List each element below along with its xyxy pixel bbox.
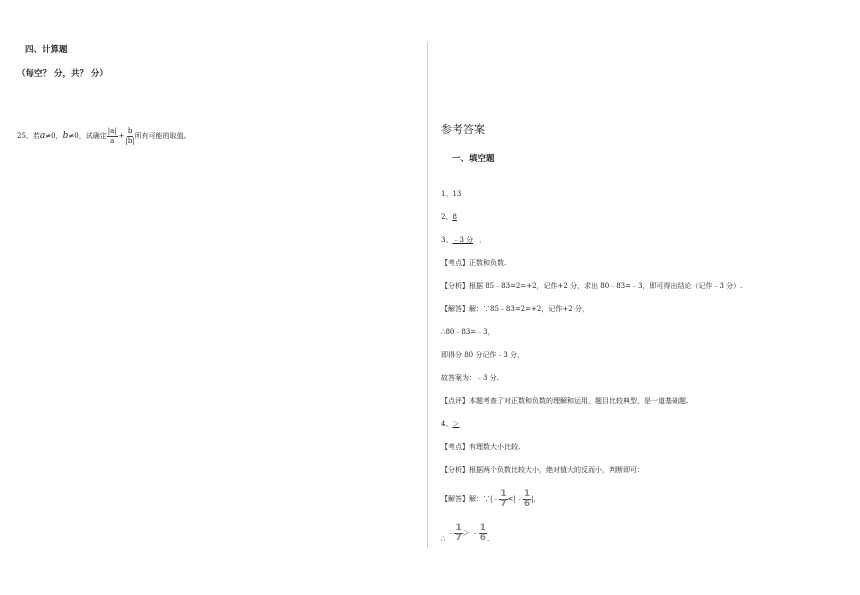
- answer-3-dianping: 【点评】本题考查了对正数和负数的理解和运用，题目比较典型，是一道基础题.: [441, 397, 689, 405]
- q25-var-a: a: [39, 130, 46, 141]
- fraction-1-6-num: 1: [523, 488, 531, 499]
- q25-abs-b: |b|: [125, 136, 135, 145]
- answer-4-fenxi: 【分析】根据两个负数比较大小，绝对值大的反而小，判断即可：: [441, 466, 644, 474]
- answer-2: [441, 213, 457, 222]
- answer-section-fill: 一、填空题: [452, 154, 495, 164]
- answer-4-value: ＞: [452, 420, 460, 428]
- section-title-calc: 四、计算题: [25, 45, 68, 55]
- fraction-1-6-den: 6: [523, 498, 531, 509]
- page-divider: [427, 42, 428, 548]
- q25-neq0-b: ≠0，: [68, 131, 86, 140]
- q25-den-a: a: [110, 136, 115, 145]
- q25-plus: +: [118, 131, 125, 140]
- question-25: [17, 122, 191, 150]
- conclusion-1-6-num: 1: [479, 522, 486, 533]
- answer-3-jieda: 【解答】解：∵85﹣83=2=+2，记作+2 分，: [441, 305, 589, 313]
- answer-3-prefix: 3、: [441, 236, 453, 244]
- answer-1: 1、13: [441, 190, 462, 198]
- answer-4-jieda: [441, 488, 540, 510]
- answer-4-prefix: 4、: [441, 420, 453, 428]
- answer-4-jieda-prefix: 【解答】解：∵|﹣: [441, 494, 500, 503]
- answer-3: [441, 236, 486, 245]
- q25-neq0-a: ≠0，: [45, 131, 63, 140]
- answer-heading: 参考答案: [441, 123, 485, 136]
- answer-3-fenxi: 【分析】根据 85﹣83=2=+2，记作+2 分，求出 80﹣83=﹣3，即可得出结论（记作﹣3 分）.: [441, 282, 743, 290]
- conclusion-1-6-den: 6: [479, 532, 486, 543]
- answer-3-suffix: ．: [479, 236, 487, 244]
- answer-4-gt: ＞: [462, 528, 470, 537]
- q25-try-label: 试确定: [85, 131, 107, 140]
- answer-4-neg1: ﹣: [447, 528, 455, 537]
- q25-tail: 所有可能的取值。: [134, 131, 191, 140]
- q25-num-b: b: [127, 126, 133, 135]
- answer-4-fraction-1-6: [523, 490, 531, 509]
- answer-4-conclusion-fraction-1-6: [479, 522, 490, 543]
- answer-4-fraction-1-7: [499, 490, 507, 509]
- fraction-1-7-num: 1: [500, 488, 507, 499]
- answer-4-mid: <|﹣: [507, 494, 523, 503]
- answer-4-dot: .: [487, 535, 490, 543]
- q25-number: 25、若: [17, 131, 40, 140]
- score-note: （每空？ 分，共？ 分）: [17, 69, 108, 79]
- answer-2-prefix: 2、: [441, 213, 453, 221]
- answer-4-therefore: ∴: [441, 535, 446, 543]
- fraction-1-7-den: 7: [500, 498, 507, 509]
- answer-3-value: ﹣3 分: [452, 236, 474, 244]
- conclusion-1-7-num: 1: [455, 522, 462, 533]
- answer-4-end: |，: [531, 494, 541, 503]
- q25-var-b: b: [62, 130, 69, 141]
- answer-3-step2: 即得分 80 分记作﹣3 分，: [441, 351, 525, 359]
- answer-4-kaodian: 【考点】有理数大小比较.: [441, 443, 521, 451]
- q25-abs-a: |a|: [107, 126, 117, 135]
- answer-3-step3: 故答案为：﹣3 分.: [441, 374, 499, 382]
- answer-2-value: 8: [452, 213, 457, 221]
- answer-4-conclusion: [441, 522, 489, 544]
- answer-4: [441, 420, 465, 429]
- conclusion-1-7-den: 7: [455, 532, 462, 543]
- answer-4-conclusion-fraction-1-7: [454, 524, 462, 543]
- q25-fraction-b: [125, 127, 134, 146]
- answer-3-step1: ∴80﹣83=﹣3，: [441, 328, 495, 336]
- q25-fraction-a: [107, 127, 118, 146]
- answer-3-kaodian: 【考点】正数和负数.: [441, 259, 507, 267]
- answer-4-neg2: ﹣: [471, 528, 479, 537]
